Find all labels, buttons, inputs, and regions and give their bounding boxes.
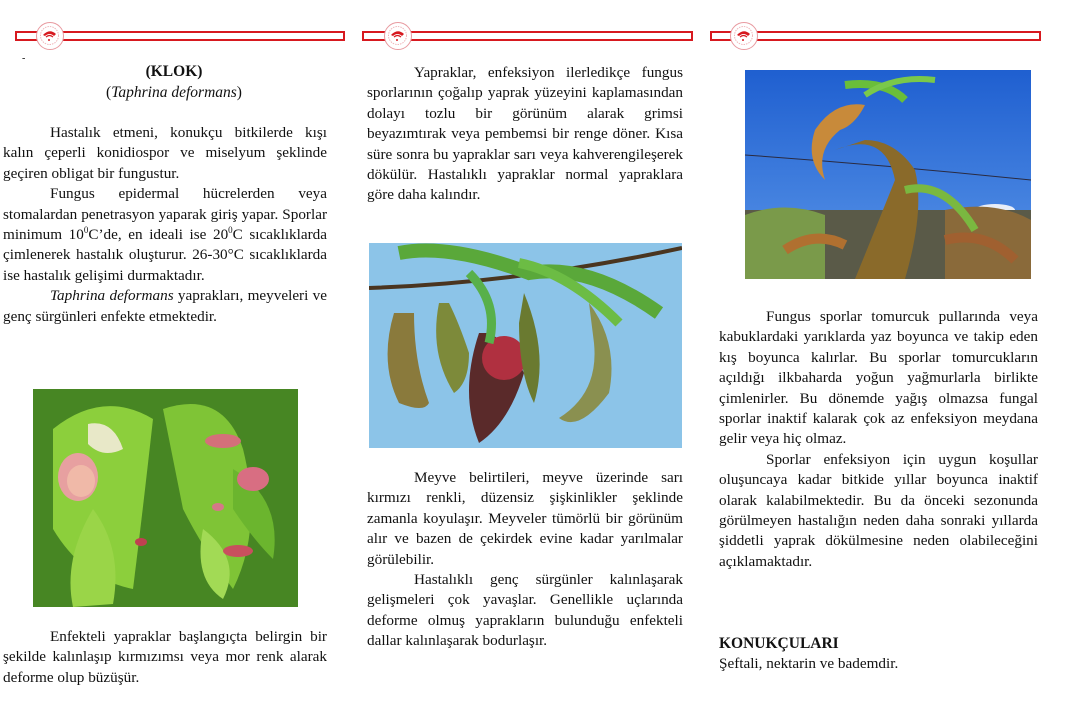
header-red-bar (15, 31, 345, 41)
header-red-bar (710, 31, 1041, 41)
ministry-emblem-icon (36, 22, 64, 50)
stray-mark: - (22, 53, 26, 64)
leaf-curl-photo-2 (369, 243, 682, 448)
page-column-3 (695, 0, 1043, 719)
intro-text (3, 123, 327, 327)
paragraph: Hastalık etmeni, konukçu bitkilerde kışı kalın çeperli konidiospor ve miselyum şeklinde geçiren obligat bir fungustur. (3, 124, 327, 182)
page-column-2 (347, 0, 695, 719)
caption-text (3, 627, 327, 688)
paragraph: Meyve belirtileri, meyve üzerinde sarı kırmızı renkli, düzensiz şişkinlikler şeklinde zamanla koyulaşır. Meyveler tümörlü bir görünüm alır ve bazen de çekirdek evine kadar yarılmalar görülebilir. (367, 469, 683, 568)
fruit-symptoms-text (367, 468, 683, 652)
leaf-curl-photo-1 (33, 389, 298, 607)
species-name: (Taphrina deformans) (106, 84, 242, 101)
ministry-emblem-icon (730, 22, 758, 50)
leaf-symptoms-text (367, 63, 683, 206)
paragraph: Enfekteli yapraklar başlangıçta belirgin bir şekilde kalınlaşıp kırmızımsı veya mor renk alarak deforme olup büzüşür. (3, 628, 327, 686)
hosts-list: Şeftali, nektarin ve bademdir. (719, 655, 899, 673)
hosts-section (719, 634, 1038, 675)
page-column-1 (0, 0, 348, 719)
paragraph: Yapraklar, enfeksiyon ilerledikçe fungus sporlarının çoğalıp yaprak yüzeyini kaplamasından dolayı tozlu bir görünüm alarak grimsi beyazımtırak veya pembemsi bir renge döner. Kısa süre sonra bu yapraklar sarı veya kahverengileşerek dökülür. Hastalıklı yapraklar normal yapraklara göre daha kalındır. (367, 64, 683, 204)
paragraph: Taphrina deformans yaprakları, meyveleri ve genç sürgünleri enfekte etmektedir. (3, 287, 327, 325)
ministry-emblem-icon (384, 22, 412, 50)
paragraph: Sporlar enfeksiyon için uygun koşullar oluşuncaya kadar bitkide yıllar boyunca inaktif olarak kalabilmektedir. Bu da önceki sezonunda görülmeyen hastalığın neden daha sonraki yıllarda şiddetli yaprak dökülmesine neden olabileceğini açıklamaktadır. (719, 450, 1038, 570)
paragraph: Hastalıklı genç sürgünler kalınlaşarak gelişmeleri çok yavaşlar. Genellikle uçlarında deforme olmuş yaprakların bulunduğu enfekteli dallar kalınlaşarak bodurlaşır. (367, 571, 683, 650)
leaf-curl-photo-3 (745, 70, 1031, 279)
disease-title (0, 61, 348, 103)
hosts-heading: KONUKÇULARI (719, 635, 839, 652)
paragraph: Fungus epidermal hücrelerden veya stomalardan penetrasyon yaparak giriş yapar. Sporlar minimum $10^0C’de$, en ideali ise $20^0C$ sıcaklıklarda çimlenerek hastalık oluşturur. 26-30°C sıcaklıklarda ise hastalık gelişimi durmaktadır. (3, 185, 327, 284)
paragraph: Fungus sporlar tomurcuk pullarında veya kabuklardaki yarıklarda yaz boyunca ve takip eden kış boyunca kalırlar. Bu sporlar tomurcukların açıldığı ilkbaharda yoğun yağmurlarla birlikte çimlenirler. Bu dönemde yağış olmazsa fungal sporlar inaktif kalarak çok az enfeksiyon meydana gelir veya hiç olmaz. (719, 308, 1038, 448)
overwintering-text (719, 307, 1038, 572)
disease-name: (KLOK) (145, 63, 203, 80)
